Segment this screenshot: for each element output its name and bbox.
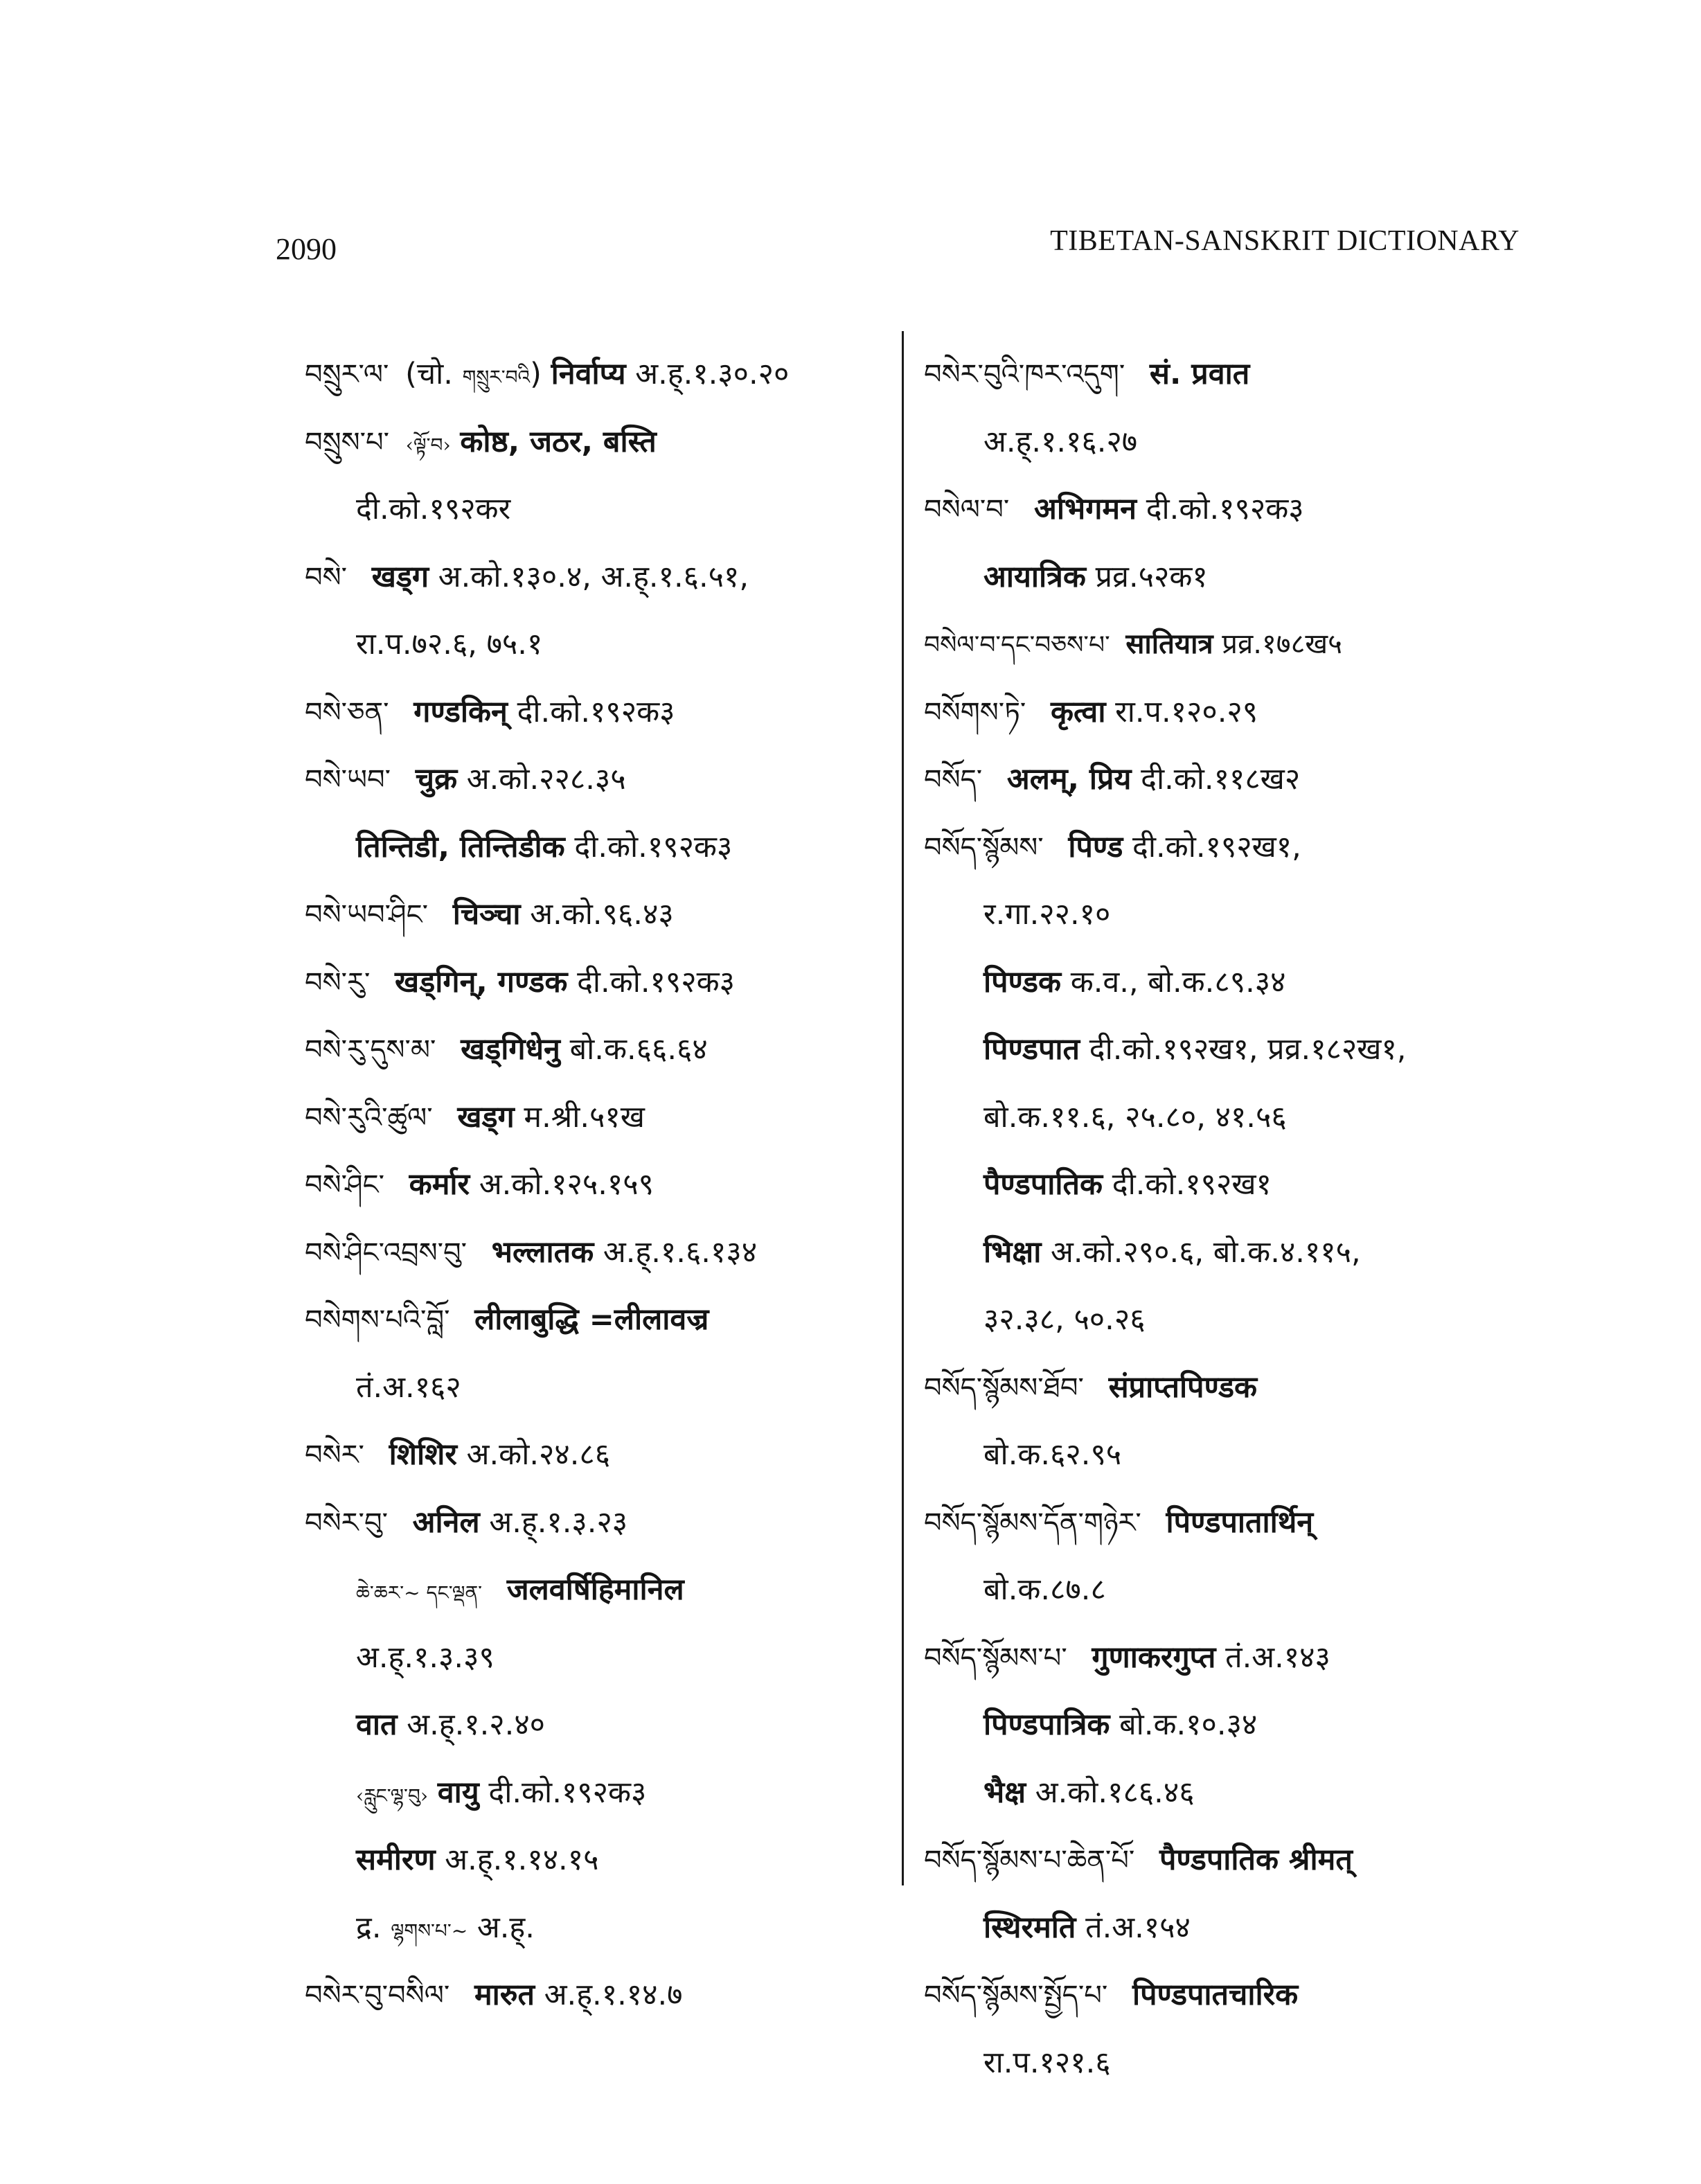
entry-line bbox=[924, 1354, 1547, 1422]
sanskrit-equivalent: खड्गिन्, गण्डक bbox=[395, 964, 568, 1000]
tibetan-note: གསྲུར་བའི bbox=[462, 366, 531, 389]
continuation-line bbox=[924, 1894, 1547, 1962]
entry-line bbox=[305, 1489, 893, 1557]
tibetan-headword: བསོད་སྙོམས་པ་ bbox=[924, 1642, 1067, 1674]
source-reference: अ.को.१३०.४, अ.ह्.१.६.५१, bbox=[438, 559, 749, 594]
continuation-line bbox=[305, 1354, 893, 1422]
source-reference: प्रव्र.१७८ख५ bbox=[1222, 628, 1342, 660]
continuation-line bbox=[924, 1286, 1547, 1354]
sanskrit-equivalent: पैण्डपातिक श्रीमत् bbox=[1159, 1843, 1353, 1877]
entry-line bbox=[924, 1827, 1547, 1894]
source-reference: अ.ह्.१.१४.१५ bbox=[445, 1843, 599, 1877]
sanskrit-equivalent: भिक्षा bbox=[983, 1234, 1042, 1270]
sanskrit-equivalent: वात bbox=[356, 1707, 398, 1742]
source-reference: क.व., बो.क.८९.३४ bbox=[1070, 964, 1286, 1000]
sanskrit-equivalent: पैण्डपातिक bbox=[983, 1167, 1103, 1202]
source-reference: दी.को.१९२कर bbox=[356, 492, 511, 526]
see-also-marker: द्र. bbox=[356, 1910, 382, 1945]
continuation-line bbox=[924, 1556, 1547, 1624]
sanskrit-equivalent: लीलाबुद्धि =लीलावज्र bbox=[474, 1302, 709, 1337]
sub-entry-line bbox=[924, 1759, 1547, 1827]
tibetan-headword: བསེ་རུ་དུས་མ་ bbox=[305, 1034, 436, 1066]
source-reference: रा.प.१२१.६ bbox=[983, 2045, 1111, 2080]
source-reference: अ.ह्.१.६.१३४ bbox=[603, 1234, 758, 1270]
tibetan-headword: བསོགས་ཏེ་ bbox=[924, 696, 1026, 729]
source-reference: रा.प.७२.६, ७५.१ bbox=[356, 627, 543, 662]
sub-entry-line bbox=[924, 1692, 1547, 1759]
tibetan-note: ‹ལྟོ་བ› bbox=[405, 433, 451, 456]
source-reference: अ.को.१८६.४६ bbox=[1035, 1775, 1195, 1810]
source-reference: र.गा.२२.१० bbox=[983, 897, 1111, 932]
sanskrit-equivalent: भल्लातक bbox=[491, 1234, 594, 1270]
sanskrit-equivalent: खड्गिधेनु bbox=[461, 1032, 560, 1067]
entry-line bbox=[305, 1016, 893, 1084]
tibetan-headword: བསེ་རུ་ bbox=[305, 966, 371, 999]
tibetan-headword: བསོད་སྙོམས་དོན་གཉེར་ bbox=[924, 1507, 1141, 1539]
tibetan-headword: བསེལ་བ་ bbox=[924, 494, 1010, 526]
sanskrit-equivalent: अनिल bbox=[412, 1504, 480, 1540]
source-reference: दी.को.११८ख२ bbox=[1141, 762, 1301, 797]
sanskrit-equivalent: पिण्डक bbox=[983, 964, 1062, 1000]
source-reference: दी.को.१९२क३ bbox=[488, 1775, 647, 1810]
sanskrit-equivalent: संप्राप्तपिण्डक bbox=[1108, 1369, 1258, 1405]
entry-line bbox=[305, 881, 893, 949]
sanskrit-equivalent: निर्वाप्य bbox=[551, 357, 626, 391]
sanskrit-equivalent: चिञ्चा bbox=[452, 897, 521, 932]
tibetan-headword: བསེགས་པའི་བློ་ bbox=[305, 1304, 450, 1336]
source-reference: प्रव्र.५२क१ bbox=[1095, 559, 1208, 594]
source-reference: अ.ह्.१.३०.२० bbox=[635, 357, 790, 391]
sanskrit-equivalent: पिण्डपातचारिक bbox=[1132, 1978, 1299, 2012]
source-reference: बो.क.१०.३४ bbox=[1119, 1707, 1258, 1742]
sanskrit-equivalent: तिन्तिडी, तिन्तिडीक bbox=[356, 829, 565, 864]
entry-line bbox=[924, 814, 1547, 882]
sanskrit-equivalent: सातियात्र bbox=[1125, 628, 1213, 660]
sanskrit-equivalent: सं. प्रवात bbox=[1149, 357, 1250, 391]
sanskrit-equivalent: अभिगमन bbox=[1034, 492, 1137, 526]
sub-entry-line bbox=[305, 1759, 893, 1827]
entry-line bbox=[924, 1489, 1547, 1557]
sanskrit-equivalent: कर्मार bbox=[409, 1167, 470, 1202]
entry-line bbox=[305, 1151, 893, 1219]
sanskrit-equivalent: चुक्र bbox=[415, 762, 458, 797]
entry-line bbox=[924, 341, 1547, 409]
source-reference: अ.ह्.१.३.३९ bbox=[356, 1640, 495, 1675]
column-divider bbox=[902, 331, 904, 1885]
source-reference: दी.को.१९२क३ bbox=[574, 829, 733, 864]
source-reference: अ.को.१२५.१५९ bbox=[479, 1167, 654, 1202]
right-column bbox=[924, 341, 1547, 2097]
source-reference: तं.अ.१६२ bbox=[356, 1369, 461, 1405]
tibetan-headword: བསོད་ bbox=[924, 764, 983, 796]
tibetan-headword: བསྲུར་ལ་ bbox=[305, 359, 389, 391]
note-close: ) bbox=[530, 357, 542, 391]
tibetan-note: ‹རླུང་ལྷ་བུ› bbox=[356, 1784, 429, 1807]
entry-line bbox=[305, 1286, 893, 1354]
tibetan-note: ཆེ་ཆར་~ དང་ལྡན་ bbox=[356, 1581, 483, 1604]
sanskrit-equivalent: मारुत bbox=[474, 1978, 535, 2012]
continuation-line bbox=[305, 1624, 893, 1692]
source-reference: बो.क.११.६, २५.८०, ४१.५६ bbox=[983, 1099, 1287, 1135]
entry-line bbox=[924, 1624, 1547, 1692]
tibetan-headword: བསོད་སྙོམས་སྤྱོད་པ་ bbox=[924, 1980, 1108, 2012]
source-reference: दी.को.१९२क३ bbox=[1146, 492, 1304, 526]
entry-line bbox=[305, 1962, 893, 2030]
sanskrit-equivalent: पिण्ड bbox=[1068, 829, 1123, 864]
source-reference: दी.को.१९२क३ bbox=[577, 964, 736, 1000]
sanskrit-equivalent: कृत्वा bbox=[1051, 694, 1106, 729]
continuation-line bbox=[924, 2030, 1547, 2097]
source-reference: अ.ह्. bbox=[477, 1910, 535, 1945]
tibetan-headword: བསེར་བུའི་ཁར་འདུག་ bbox=[924, 359, 1125, 391]
entry-line bbox=[924, 746, 1547, 814]
tibetan-headword: བསྲུས་པ་ bbox=[305, 426, 390, 459]
continuation-line bbox=[924, 409, 1547, 477]
source-reference: दी.को.१९२ख१, प्रव्र.१८२ख१, bbox=[1089, 1032, 1407, 1067]
sub-entry-line bbox=[924, 1016, 1547, 1084]
source-reference: दी.को.१९२क३ bbox=[517, 694, 675, 729]
sanskrit-equivalent: पिण्डपात्रिक bbox=[983, 1707, 1110, 1742]
source-reference: अ.ह्.१.१६.२७ bbox=[983, 424, 1138, 459]
sanskrit-equivalent: पिण्डपातार्थिन् bbox=[1166, 1504, 1314, 1540]
entry-line bbox=[924, 679, 1547, 747]
entry-line bbox=[305, 341, 893, 409]
sanskrit-equivalent: गण्डकिन् bbox=[413, 694, 508, 729]
tibetan-headword: བསེར་བུ་བསིལ་ bbox=[305, 1980, 450, 2012]
tibetan-headword: བསོད་སྙོམས་ཐོབ་ bbox=[924, 1371, 1084, 1404]
sanskrit-equivalent: शिशिर bbox=[389, 1437, 457, 1472]
sanskrit-equivalent: स्थिरमति bbox=[983, 1910, 1076, 1945]
continuation-line bbox=[924, 881, 1547, 949]
entry-line bbox=[305, 1084, 893, 1152]
entry-line bbox=[305, 1421, 893, 1489]
tibetan-headword: བསེ་ཤིང་ bbox=[305, 1169, 384, 1201]
entry-line bbox=[305, 409, 893, 477]
left-column bbox=[305, 341, 893, 2030]
source-reference: बो.क.६२.९५ bbox=[983, 1437, 1122, 1472]
source-reference: अ.को.९६.४३ bbox=[530, 897, 674, 932]
sub-entry-line bbox=[924, 949, 1547, 1017]
tibetan-headword: བསོད་སྙོམས་པ་ཆེན་པོ་ bbox=[924, 1845, 1135, 1876]
continuation-line bbox=[924, 1421, 1547, 1489]
source-reference: अ.ह्.१.१४.७ bbox=[544, 1978, 683, 2012]
tibetan-headword: བསེ་རུའི་ཚུལ་ bbox=[305, 1101, 433, 1134]
tibetan-headword: བསེ་ bbox=[305, 561, 348, 594]
tibetan-headword: བསོད་སྙོམས་ bbox=[924, 831, 1044, 864]
source-reference: अ.को.२९०.६, बो.क.४.११५, bbox=[1051, 1234, 1361, 1270]
source-reference: दी.को.१९२ख१ bbox=[1112, 1167, 1272, 1202]
sanskrit-equivalent: कोष्ठ, जठर, बस्ति bbox=[460, 424, 657, 459]
source-reference: अ.को.२४.८६ bbox=[466, 1437, 611, 1472]
entry-line bbox=[305, 1219, 893, 1287]
source-reference: तं.अ.१५४ bbox=[1085, 1910, 1191, 1945]
sub-entry-line bbox=[305, 1692, 893, 1759]
source-reference: बो.क.६६.६४ bbox=[569, 1032, 708, 1067]
sanskrit-equivalent: पिण्डपात bbox=[983, 1032, 1080, 1067]
source-reference: म.श्री.५१ख bbox=[524, 1099, 645, 1135]
source-reference: दी.को.१९२ख१, bbox=[1132, 829, 1301, 864]
sanskrit-equivalent: जलवर्षिहिमानिल bbox=[506, 1572, 684, 1607]
source-reference: तं.अ.१४३ bbox=[1225, 1640, 1330, 1675]
source-reference: अ.ह्.१.३.२३ bbox=[489, 1504, 628, 1540]
source-reference: अ.ह्.१.२.४० bbox=[407, 1707, 546, 1742]
sub-entry-line bbox=[924, 544, 1547, 612]
tibetan-note: ལྷགས་པ་~ bbox=[391, 1919, 468, 1942]
running-head: TIBETAN-SANSKRIT DICTIONARY bbox=[1050, 225, 1520, 257]
entry-line bbox=[924, 1962, 1547, 2030]
source-reference: ३२.३८, ५०.२६ bbox=[983, 1302, 1146, 1337]
continuation-line bbox=[924, 1084, 1547, 1152]
cross-reference-line bbox=[305, 1894, 893, 1962]
entry-line bbox=[305, 544, 893, 612]
note-open: (चो. bbox=[405, 357, 453, 391]
continuation-line bbox=[305, 476, 893, 544]
tibetan-headword: བསེ་ཤིང་འབྲས་བུ་ bbox=[305, 1236, 467, 1269]
entry-line bbox=[924, 611, 1547, 679]
tibetan-headword: བསེ་ཅན་ bbox=[305, 696, 389, 729]
tibetan-headword: བསེ་ཡབ་ཤིང་ bbox=[305, 899, 429, 931]
entry-line bbox=[305, 746, 893, 814]
entry-line bbox=[305, 679, 893, 747]
sanskrit-equivalent: समीरण bbox=[356, 1843, 436, 1877]
tibetan-headword: བསེ་ཡབ་ bbox=[305, 764, 391, 796]
sub-entry-line bbox=[924, 1219, 1547, 1287]
source-reference: रा.प.१२०.२९ bbox=[1115, 694, 1258, 729]
tibetan-headword: བསེར་བུ་ bbox=[305, 1507, 388, 1539]
page-number: 2090 bbox=[276, 232, 337, 266]
sanskrit-equivalent: भैक्ष bbox=[983, 1775, 1026, 1810]
continuation-line bbox=[305, 611, 893, 679]
sanskrit-equivalent: वायु bbox=[437, 1775, 479, 1810]
source-reference: बो.क.८७.८ bbox=[983, 1572, 1106, 1607]
continuation-line bbox=[305, 814, 893, 882]
sub-entry-line bbox=[305, 1827, 893, 1894]
sanskrit-equivalent: गुणाकरगुप्त bbox=[1092, 1640, 1216, 1675]
sanskrit-equivalent: खड्ग bbox=[371, 559, 429, 594]
source-reference: अ.को.२२८.३५ bbox=[466, 762, 626, 797]
entry-line bbox=[305, 949, 893, 1017]
entry-line bbox=[924, 476, 1547, 544]
tibetan-headword: བསེར་ bbox=[305, 1439, 364, 1471]
sub-entry-line bbox=[924, 1151, 1547, 1219]
tibetan-headword: བསེལ་བ་དང་བཅས་པ་ bbox=[924, 631, 1110, 659]
sanskrit-equivalent: खड्ग bbox=[457, 1099, 515, 1135]
sanskrit-equivalent: अलम्, प्रिय bbox=[1006, 762, 1132, 797]
sanskrit-equivalent: आयात्रिक bbox=[983, 559, 1086, 594]
sub-entry-line bbox=[305, 1556, 893, 1624]
